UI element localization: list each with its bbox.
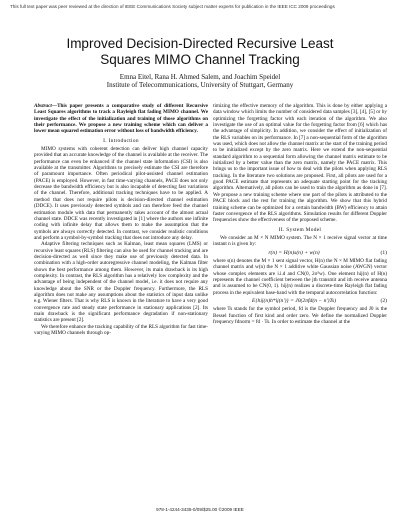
equation-1 [213,250,387,256]
equation-2 [213,298,387,304]
author-affiliation: Institute of Telecommunications, University of Stuttgart, Germany [106,81,294,90]
intro-paragraph-1: MIMO systems with coherent detection can deliver high channel capacity provided that an accurate knowledge of the channel is available at the receiver. The performance can even be enhanced if the channel state information (CSI) is also available at the transmitter. Algorithms to precisely estimate the CSI are therefore of paramount importance. Often periodical pilot-assisted channel estimation (PACE) is employed. However, in fast time-varying channels, PACE does not only decrease the bandwidth efficiency but is also incapable of detecting fast variations of the channel. Therefore, additional tracking techniques have to be applied. A method that does not require pilots is decision-directed channel estimation (DDCE). It uses previously detected symbols and can therefore feed the channel estimation module with data that permanently takes account of the almost actual channel state. DDCE was recently investigated in [1] where the authors use infinite coding with infinite delay that allows them to make the assumption that the symbols are always correctly detected. In contrast, we consider realistic conditions and perform a symbol-by-symbol tracking that does not introduce any delay. [34,146,208,241]
abstract-text: —This paper presents a comparative study of different Recursive Least Squares algorithms to track a Rayleigh flat fading MIMO channel. We investigate the effect of the initialization and training of those algorithms on their performance. We propose a new training scheme which can deliver a lower mean squared estimation error without loss of bandwidth efficiency. [34,103,208,135]
equation-2-body: E{hij(n)h*ij(n′)} = J0(2πfd(n − n′)Ts) [251,297,337,304]
paper-title: Improved Decision-Directed Recursive Least Squares MIMO Channel Tracking [66,36,334,67]
intro-paragraph-continued: timizing the effective memory of the algorithm. This is done by either applying a data window which limits the number of considered data samples [3], [4], [5] or by optimizing the forgetting factor with each iteration of the algorithm. We also investigate the use of an optimal value for the forgetting factor from [6] which has the advantage of simplicity. In addition, we consider the effect of initialization of the RLS variables on its performance. In [7] a non-sequential form of the algorithm was used, which does not allow the channel matrix at the start of the training period to be initialized except by the zero matrix. Here we extend the non-sequential standard algorithm to a sequential form allowing the channel matrix estimate to be initialized by a better value than the zero matrix, namely the PACE matrix. This brings us to the important issue of how to deal with the pilots when applying RLS tracking. In the literature two solutions are proposed. First, all pilots are used for a good PACE estimate that represents an adequate starting point for the tracking algorithm. Alternatively, all pilots can be used to train the algorithm as done in [7]. We propose a new training scheme where one part of the pilots is attributed to the PACE block and the rest for training the algorithm. We show that this hybrid training scheme can be optimized for a certain bandwidth (BW) efficiency to attain faster convergence of the RLS algorithms. Simulation results for different Doppler frequencies show the effectiveness of the proposed scheme. [213,103,387,224]
section-heading-system-model: II. System Model [278,226,322,233]
author-names: Emna Eitel, Rana H. Ahmed Salem, and Joachim Speidel [119,73,281,81]
author-block [20,73,380,90]
review-notice: This full text paper was peer reviewed at the direction of IEEE Communications Society subject matter experts for publication in the IEEE ICC 2009 proceedings [10,4,335,9]
system-paragraph-3: where Ts stands for the symbol period, fd is the Doppler frequency and J0 is the Bessel function of first kind and order zero. We define the normalized Doppler frequency fdnorm = fd · Ts. In order to estimate the channel at the [213,306,387,325]
section-heading-introduction: I. Introduction [103,137,139,144]
equation-1-body: r(n) = H(n)s(n) + w(n) [268,249,320,256]
right-column [213,103,387,325]
abstract-lead: Abstract [34,103,52,109]
equation-2-number: (2) [380,297,387,304]
intro-paragraph-2: Adaptive filtering techniques such as Kalman, least mean squares (LMS) or recursive least squares (RLS) filtering can also be used for channel tracking and are decision-directed as well since they make use of previously detected data. In combination with a high-order autoregressive channel modeling, the Kalman filter shows the best performance among them. However, its main drawback is its high complexity. In contrast, the RLS algorithm has a relatively low complexity and the advantage of being independent of the channel model, i.e. it does not require any knowledge about the SNR or the Doppler frequency. Furthermore, the RLS algorithm does not make any assumptions about the statistics of input data unlike e.g. Wiener filters. That is why RLS is known in the literature to have a very good convergence rate and steady state performance in stationary applications [2]. Its main drawback is the significant performance degradation if non-stationary statistics are present [2]. [34,241,208,324]
left-column [34,103,208,336]
abstract [34,103,208,135]
copyright-footer: 978-1-4244-3435-0/09/$25.00 ©2009 IEEE [156,507,244,512]
system-paragraph-1: We consider an M × N MIMO system. The N × 1 receive signal vector at time instant n is given by: [213,234,387,248]
equation-1-number: (1) [380,249,387,256]
intro-paragraph-3: We therefore enhance the tracking capability of the RLS algorithm for fast time-varying MIMO channels through op- [34,323,208,337]
system-paragraph-2: where s(n) denotes the M × 1 sent signal vector, H(n) the N × M MIMO flat fading channel matrix and w(n) the N × 1 additive white Gaussian noise (AWGN) vector whose complex elements are i.i.d and CN(0, 2σ²w). One element hij(n) of H(n) represents the channel coefficient between the jth transmit and ith receive antenna and is assumed to be CN(0, 1). hij(n) realizes a discrete-time Rayleigh flat fading process in the equivalent base-band with the temporal autocorrelation function: [213,257,387,296]
